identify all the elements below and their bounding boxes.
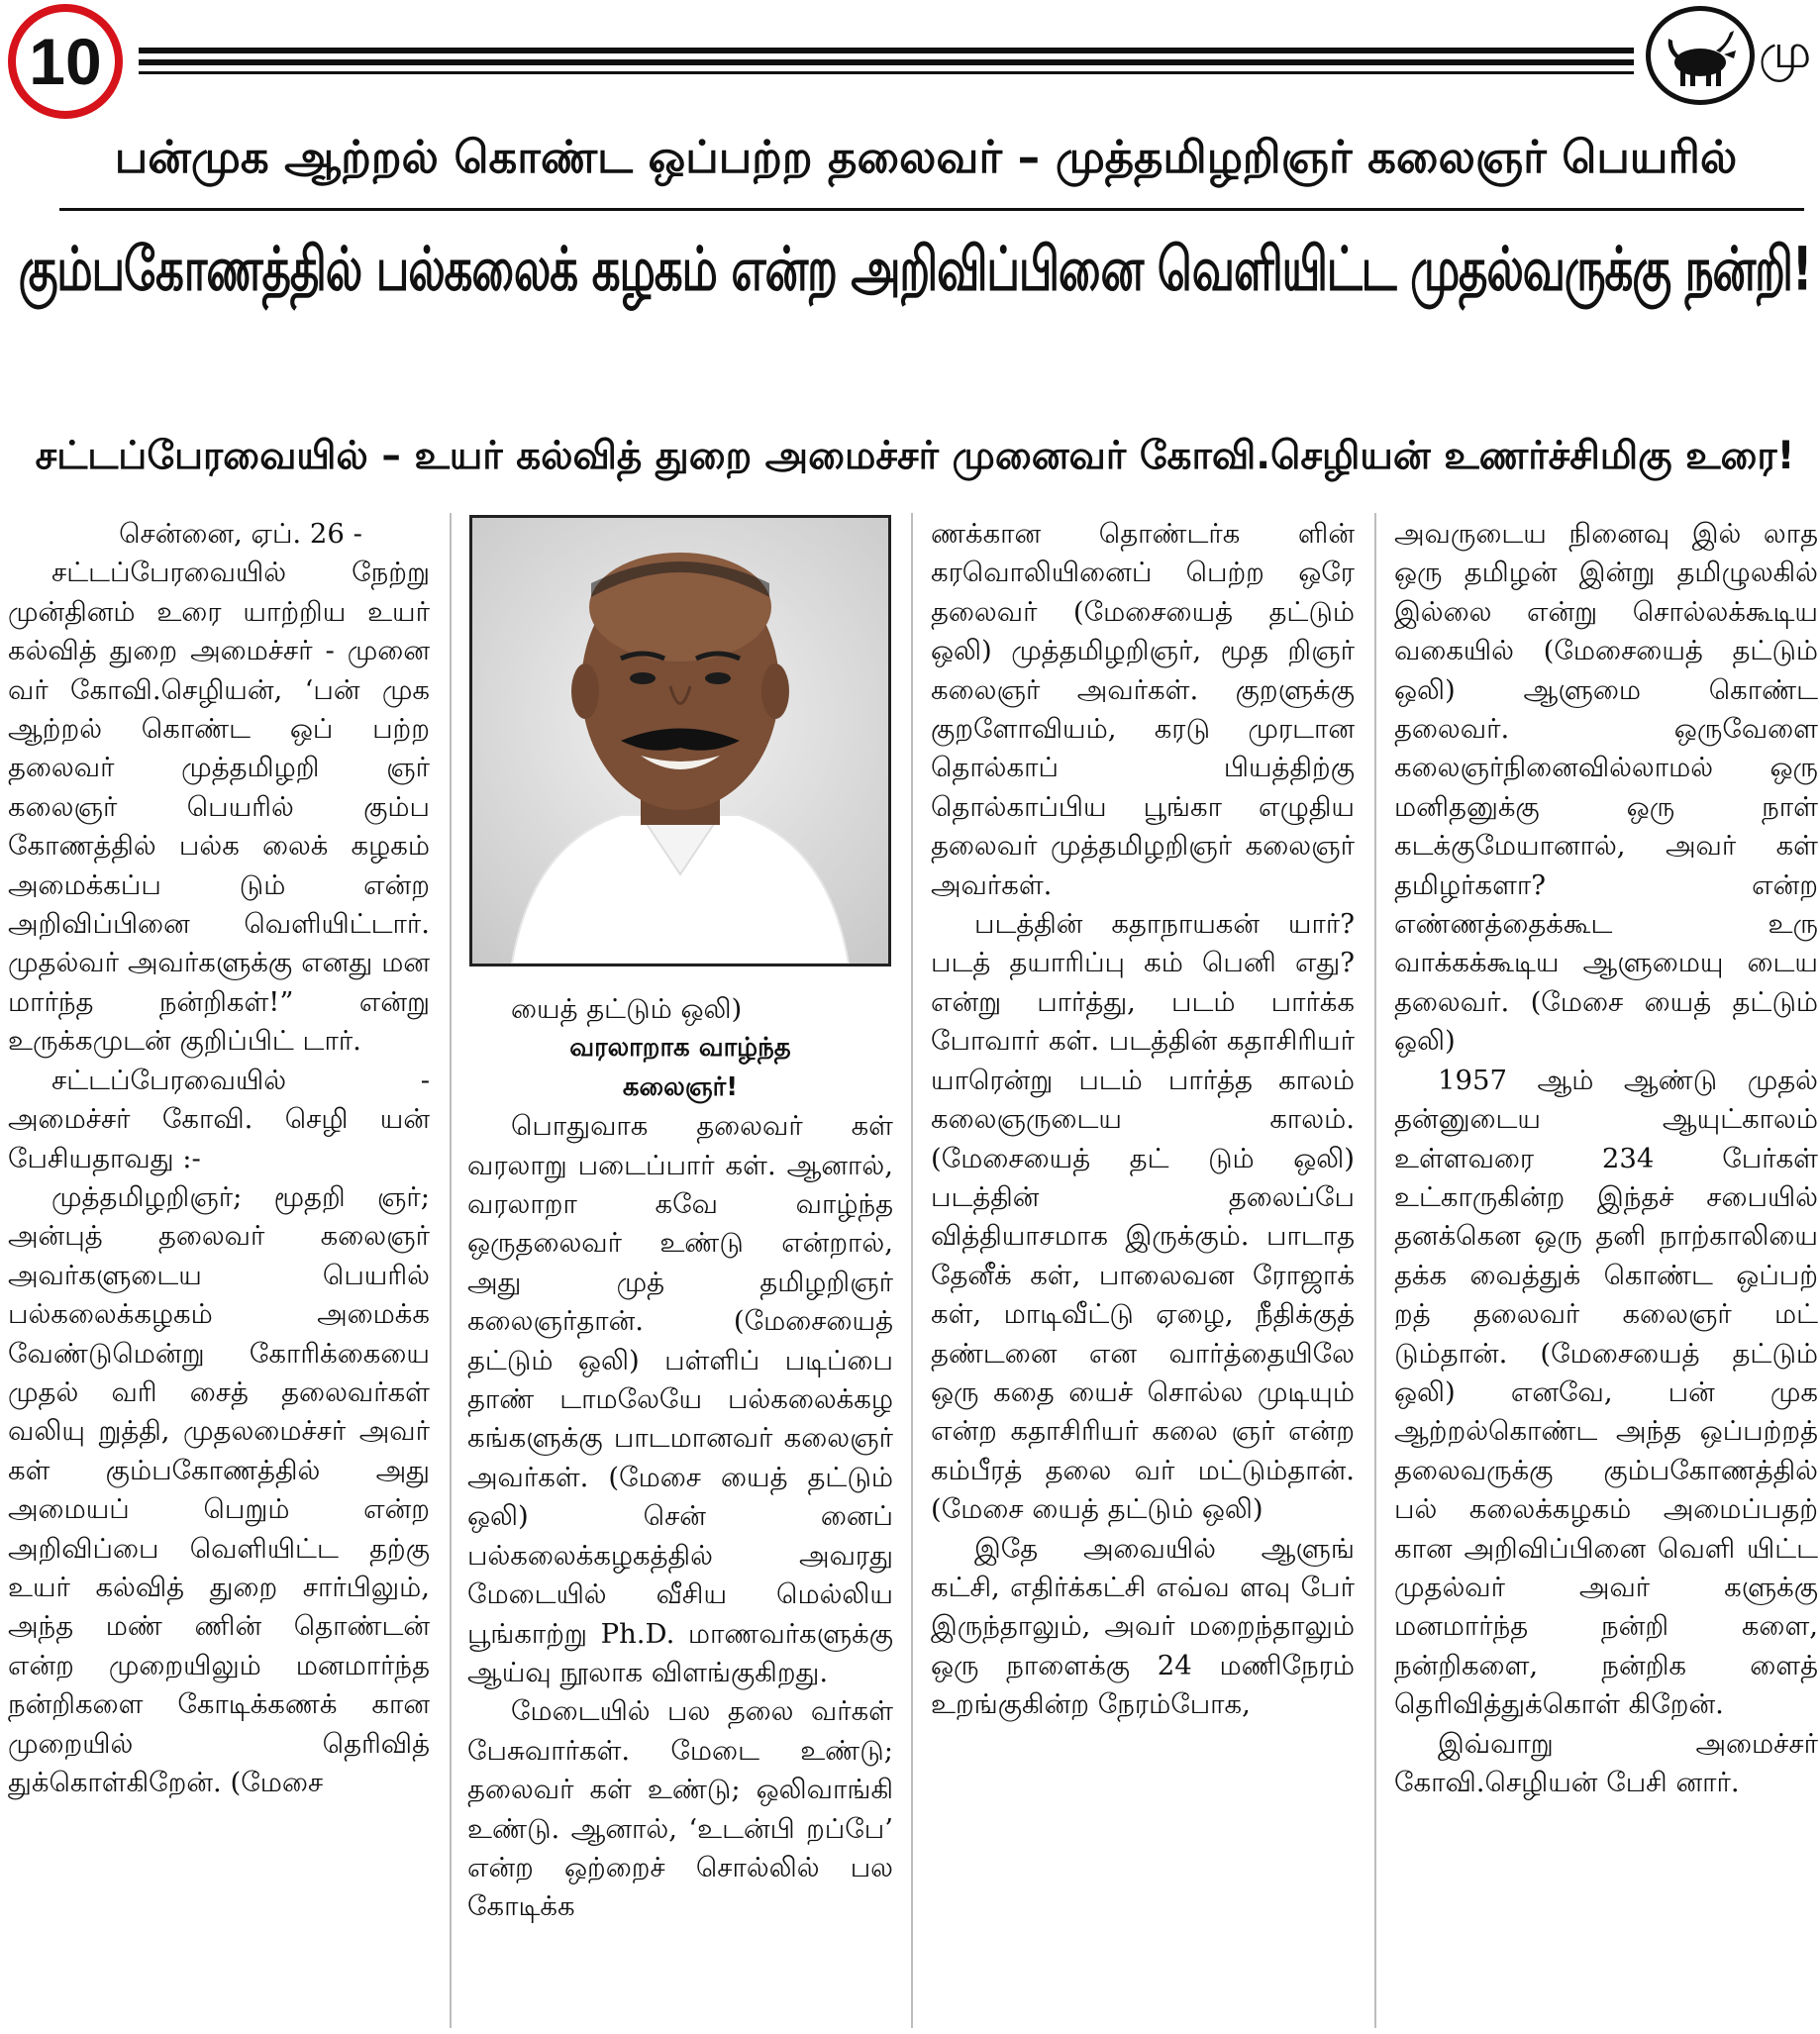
- dateline: சென்னை, ஏப். 26 -: [119, 518, 362, 550]
- header-rule: [139, 59, 1634, 65]
- article-column-3: [931, 515, 1355, 1725]
- paragraph: சட்டப்பேரவையில் நேற்று முன்தினம் உரை யாற்றிய உயர் கல்வித் துறை அமைச்சர் - முனை வர் கோவி.செழியன், ‘பன் முக ஆற்றல் கொண்ட ஒப் பற்ற தலைவர் முத்தமிழறி ஞர் கலைஞர் பெயரில் கும்ப கோணத்தில் பல்க லைக் கழகம் அமைக்கப்ப டும் என்ற அறிவிப்பினை வெளியிட்டார். முதல்வர் அவர்களுக்கு எனது மன மார்ந்த நன்றிகள்!” என்று உருக்கமுடன் குறிப்பிட் டார்.: [8, 557, 430, 1058]
- paragraph: இதே அவையில் ஆளுங் கட்சி, எதிர்க்கட்சி எவ்வ ளவு பேர் இருந்தாலும், அவர் மறைந்தாலும் ஒரு நாளைக்கு 24 மணிநேரம் உறங்குகின்ற நேரம்போக,: [931, 1532, 1355, 1721]
- kicker-rule: [59, 208, 1804, 211]
- minister-photo: [469, 515, 891, 966]
- subsection-heading: கலைஞர்!: [622, 1071, 739, 1102]
- subsection-heading: வரலாறாக வாழ்ந்த: [569, 1033, 791, 1064]
- paragraph: மேடையில் பல தலை வர்கள் பேசுவார்கள். மேடை உண்டு; தலைவர் கள் உண்டு; ஒலிவாங்கி உண்டு. ஆனால், ‘உடன்பி றப்பே’ என்ற ஒற்றைச் சொல்லில் பல கோடிக்க: [467, 1695, 893, 1923]
- main-headline: கும்பகோணத்தில் பல்கலைக் கழகம் என்ற அறிவிப்பினை வெளியிட்ட முதல்வருக்கு நன்றி!: [18, 234, 1812, 305]
- paragraph: பொதுவாக தலைவர் கள் வரலாறு படைப்பார் கள். ஆனால், வரலாறா கவே வாழ்ந்த ஒருதலைவர் உண்டு என்றால், அது முத் தமிழறிஞர் கலைஞர்தான். (மேசையைத் தட்டும் ஒலி) பள்ளிப் படிப்பை தாண் டாமலேயே பல்கலைக்கழ கங்களுக்கு பாடமானவர் கலைஞர் அவர்கள். (மேசை யைத் தட்டும் ஒலி) சென் னைப் பல்கலைக்கழகத்தில் அவரது மேடையில் வீசிய மெல்லிய பூங்காற்று Ph.D. மாணவர்களுக்கு ஆய்வு நூலாக விளங்குகிறது.: [467, 1110, 893, 1688]
- article-column-4: [1394, 515, 1818, 1802]
- paragraph: அவருடைய நினைவு இல் லாத ஒரு தமிழன் இன்று தமிழுலகில் இல்லை என்று சொல்லக்கூடிய வகையில் (மேசையைத் தட்டும் ஒலி) ஆளுமை கொண்ட தலைவர். ஒருவேளை கலைஞர்நினைவில்லாமல் ஒரு மனிதனுக்கு ஒரு நாள் கடக்குமேயானால், அவர் கள் தமிழர்களா? என்ற எண்ணத்தைக்கூட உரு வாக்கக்கூடிய ஆளுமையு டைய தலைவர். (மேசை யைத் தட்டும் ஒலி): [1394, 518, 1818, 1058]
- paragraph: ணக்கான தொண்டர்க ளின் கரவொலியினைப் பெற்ற ஒரே தலைவர் (மேசையைத் தட்டும் ஒலி) முத்தமிழறிஞர், மூத றிஞர் கலைஞர் அவர்கள். குறளுக்கு குறளோவியம், கரடு முரடான தொல்காப் பியத்திற்கு தொல்காப்பிய பூங்கா எழுதிய தலைவர் முத்தமிழறிஞர் கலைஞர் அவர்கள்.: [931, 518, 1355, 901]
- sub-headline: சட்டப்பேரவையில் – உயர் கல்வித் துறை அமைச்சர் முனைவர் கோவி.செழியன் உணர்ச்சிமிகு உரை!: [35, 434, 1795, 478]
- column-divider: [911, 513, 913, 2028]
- paragraph: யைத் தட்டும் ஒலி): [511, 993, 743, 1025]
- column-divider: [1374, 513, 1376, 2028]
- article-column-1: [8, 515, 430, 1802]
- kicker-headline: பன்முக ஆற்றல் கொண்ட ஒப்பற்ற தலைவர் – முத்தமிழறிஞர் கலைஞர் பெயரில்: [114, 131, 1738, 183]
- article-column-2: [467, 990, 893, 1927]
- column-divider: [450, 513, 452, 2028]
- paragraph: முத்தமிழறிஞர்; மூதறி ஞர்; அன்புத் தலைவர் கலைஞர் அவர்களுடைய பெயரில் பல்கலைக்கழகம் அமைக்க வேண்டுமென்று கோரிக்கையை முதல் வரி சைத் தலைவர்கள் வலியு றுத்தி, முதலமைச்சர் அவர் கள் கும்பகோணத்தில் அது அமையப் பெறும் என்ற அறிவிப்பை வெளியிட்ட தற்கு உயர் கல்வித் துறை சார்பிலும், அந்த மண் ணின் தொண்டன் என்ற முறையிலும் மனமார்ந்த நன்றிகளை கோடிக்கணக் கான முறையில் தெரிவித் துக்கொள்கிறேன். (மேசை: [8, 1180, 430, 1798]
- masthead-brand: மு: [1759, 24, 1812, 79]
- paragraph: சட்டப்பேரவையில் - அமைச்சர் கோவி. செழி யன் பேசியதாவது :-: [8, 1064, 430, 1174]
- header-rule: [139, 48, 1634, 53]
- page-number: 10: [8, 4, 123, 119]
- page-header: [0, 0, 1820, 119]
- paragraph: படத்தின் கதாநாயகன் யார்? படத் தயாரிப்பு கம் பெனி எது? என்று பார்த்து, படம் பார்க்க போவார் கள். படத்தின் கதாசிரியர் யாரென்று படம் பார்த்த காலம் கலைஞருடைய காலம். (மேசையைத் தட் டும் ஒலி) படத்தின் தலைப்பே வித்தியாசமாக இருக்கும். பாடாத தேனீக் கள், பாலைவன ரோஜாக் கள், மாடிவீட்டு ஏழை, நீதிக்குத் தண்டனை என வார்த்தையிலே ஒரு கதை யைச் சொல்ல முடியும் என்ற கதாசிரியர் கலை ஞர் என்ற கம்பீரத் தலை வர் மட்டும்தான். (மேசை யைத் தட்டும் ஒலி): [931, 908, 1355, 1526]
- bull-emblem-icon: [1646, 6, 1755, 105]
- header-rule: [139, 71, 1634, 74]
- paragraph: 1957 ஆம் ஆண்டு முதல் தன்னுடைய ஆயுட்காலம் உள்ளவரை 234 பேர்கள் உட்காருகின்ற இந்தச் சபையில் தனக்கென ஒரு தனி நாற்காலியை தக்க வைத்துக் கொண்ட ஒப்பற் றத் தலைவர் கலைஞர் மட் டும்தான். (மேசையைத் தட்டும் ஒலி) எனவே, பன் முக ஆற்றல்கொண்ட அந்த ஒப்பற்றத் தலைவருக்கு கும்பகோணத்தில் பல் கலைக்கழகம் அமைப்பதற் கான அறிவிப்பினை வெளி யிட்ட முதல்வர் அவர் களுக்கு மனமார்ந்த நன்றி களை, நன்றிகளை, நன்றிக ளைத் தெரிவித்துக்கொள் கிறேன்.: [1394, 1064, 1818, 1721]
- paragraph: இவ்வாறு அமைச்சர் கோவி.செழியன் பேசி னார்.: [1394, 1727, 1818, 1798]
